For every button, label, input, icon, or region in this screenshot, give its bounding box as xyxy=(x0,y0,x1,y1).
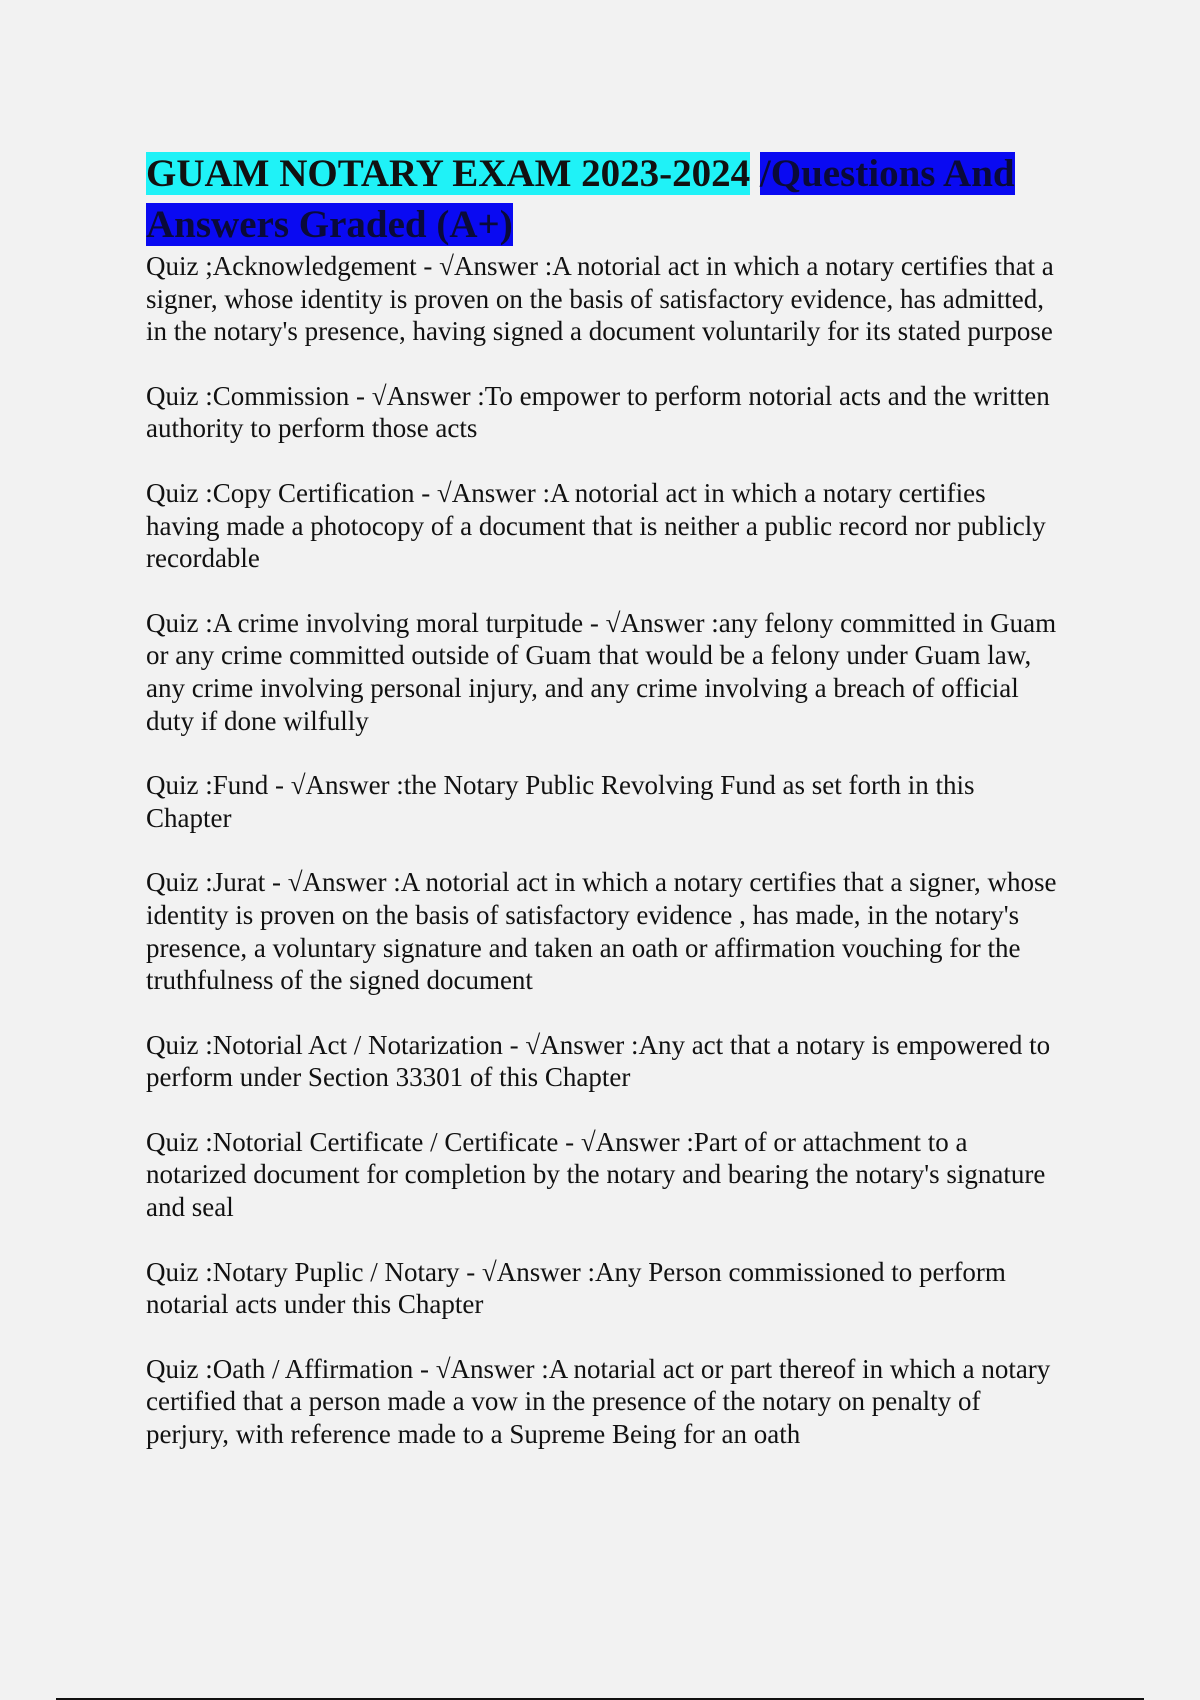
title-highlight-cyan: GUAM NOTARY EXAM 2023-2024 xyxy=(146,152,751,195)
title-highlight-blue: /Questions And Answers Graded (A+) xyxy=(146,152,1015,246)
qa-item-copy-certification: Quiz :Copy Certification - √Answer :A notorial act in which a notary certifies having made a photocopy of a document that is neither a public record nor publicly recordable xyxy=(146,477,1046,574)
qa-item-oath-affirmation: Quiz :Oath / Affirmation - √Answer :A notarial act or part thereof in which a notary certified that a person made a vow in the presence of the notary on penalty of perjury, with reference made to a Supreme Being for an oath xyxy=(146,1353,1051,1450)
qa-item-acknowledgement: Quiz ;Acknowledgement - √Answer :A notorial act in which a notary certifies that a signer, whose identity is proven on the basis of satisfactory evidence, has admitted, in the notary's presence, having signed a document voluntarily for its stated purpose xyxy=(146,251,1054,347)
qa-item-notarization: Quiz :Notorial Act / Notarization - √Answer :Any act that a notary is empowered to perform under Section 33301 of this Chapter xyxy=(146,1029,1051,1093)
qa-item-jurat: Quiz :Jurat - √Answer :A notorial act in which a notary certifies that a signer, whose identity is proven on the basis of satisfactory evidence , has made, in the notary's presence, a voluntary signature and taken an oath or affirmation vouching for the truthfulness of the signed document xyxy=(146,867,1057,996)
document-page xyxy=(146,148,1064,1483)
document-title xyxy=(146,148,1064,250)
qa-item-notary-public: Quiz :Notary Puplic / Notary - √Answer :Any Person commissioned to perform notarial acts under this Chapter xyxy=(146,1256,1006,1320)
qa-item-certificate: Quiz :Notorial Certificate / Certificate - √Answer :Part of or attachment to a notarized document for completion by the notary and bearing the notary's signature and seal xyxy=(146,1126,1046,1223)
qa-list xyxy=(146,250,1064,1451)
qa-item-fund: Quiz :Fund - √Answer :the Notary Public Revolving Fund as set forth in this Chapter xyxy=(146,770,975,833)
qa-item-moral-turpitude: Quiz :A crime involving moral turpitude - √Answer :any felony committed in Guam or any crime committed outside of Guam that would be a felony under Guam law, any crime involving personal injury, and any crime involving a breach of official duty if done wilfully xyxy=(146,607,1057,736)
qa-item-commission: Quiz :Commission - √Answer :To empower to perform notorial acts and the written authority to perform those acts xyxy=(146,380,1050,444)
